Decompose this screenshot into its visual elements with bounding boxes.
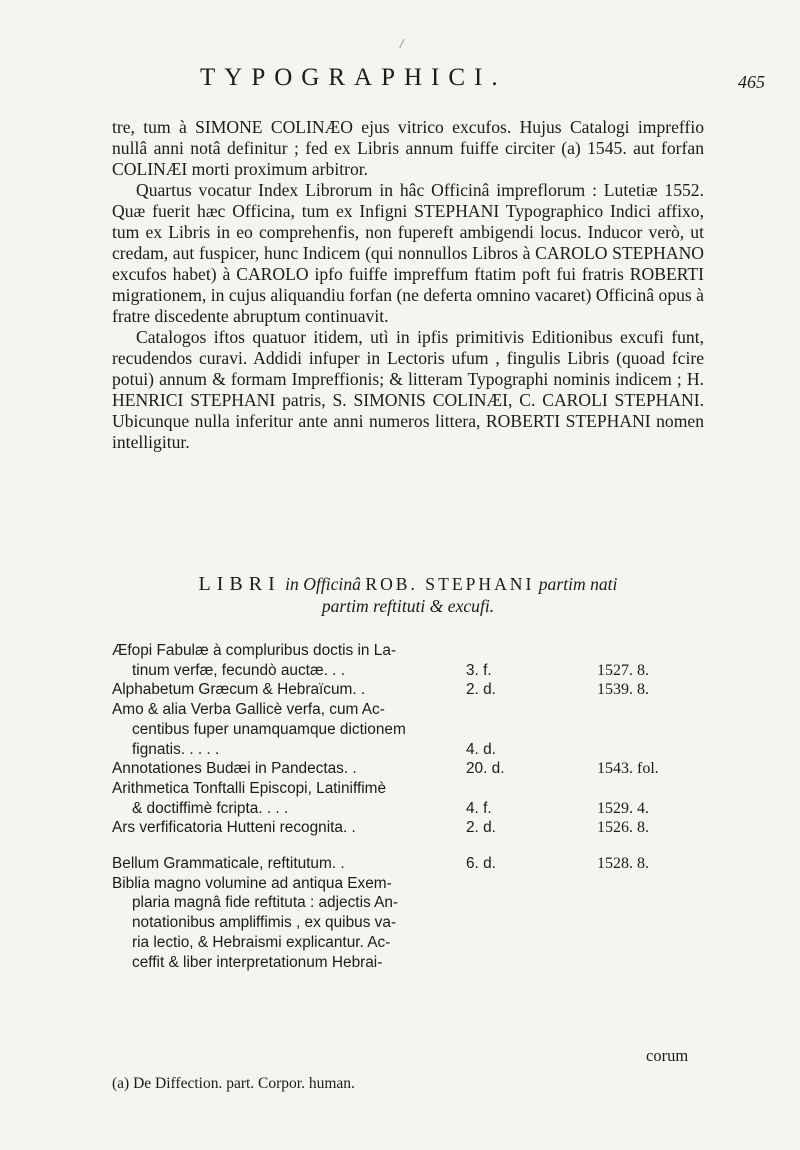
catalog-entry-title bbox=[112, 700, 452, 759]
catalog-entry-year: 1543. fol. bbox=[597, 760, 659, 778]
section-title-printer: ROB. STEPHANI bbox=[365, 574, 535, 594]
catalog-entry-line: Amo & alia Verba Gallicè verfa, cum Ac- bbox=[112, 701, 385, 719]
catalog-entry-year: 1527. 8. bbox=[597, 661, 649, 679]
catalog-entry-line: Arithmetica Tonftalli Episcopi, Latiniffimè bbox=[112, 779, 387, 797]
catalog-entry-title bbox=[112, 641, 452, 680]
catalog-entry-title bbox=[112, 779, 452, 818]
section-title-line-2: partim reftituti & excufi. bbox=[321, 596, 495, 616]
paragraph-3: Catalogos iftos quatuor itidem, utì in ipfis primitivis Editionibus excufi funt, recudendos curavi. Addidi infuper in Lectoris ufum , fingulis Libris (quoad fcire potui) annum & formam Impreffionis; & litteram Typographi nominis indicem ; H. HENRICI STEPHANI patris, S. SIMONIS COLINÆI, C. CAROLI STEPHANI. Ubicunque nulla inferitur ante anni numeros littera, ROBERTI STEPHANI nomen intelligitur. bbox=[112, 327, 704, 452]
book-catalog bbox=[112, 641, 712, 972]
catalog-entry-title bbox=[112, 759, 452, 779]
catalog-entry bbox=[112, 818, 712, 838]
catalog-entry-line: fignatis. . . . . bbox=[132, 740, 220, 758]
catalog-entry-line: Biblia magno volumine ad antiqua Exem- bbox=[112, 874, 392, 892]
catalog-entry bbox=[112, 779, 712, 818]
catalog-entry-price: 2. d. bbox=[466, 819, 496, 837]
catalog-entry-title bbox=[112, 854, 452, 874]
catalog-entry-year: 1526. 8. bbox=[597, 819, 649, 837]
catalog-entry-price: 20. d. bbox=[466, 760, 505, 778]
catalog-entry-price: 4. f. bbox=[466, 799, 492, 817]
catalog-entry-line: notationibus ampliffimis , ex quibus va- bbox=[132, 914, 397, 932]
paragraph-2: Quartus vocatur Index Librorum in hâc Officinâ impreflorum : Lutetiæ 1552. Quæ fuerit hæc Officina, tum ex Infigni STEPHANI Typographico Indici affixo, tum ex Libris in eo comprehenfis, non fupereft ambigendi locus. Inducor verò, ut credam, aut fuspicer, hunc Indicem (qui nonnullos Libros à CAROLO STEPHANO excufos habet) à CAROLO ipfo fuiffe impreffum ftatim poft fui fratris ROBERTI migrationem, in cujus aliquandiu forfan (ne deferta omnino vacaret) Officinâ opus à fratre discedente abruptum continuavit. bbox=[112, 180, 704, 326]
catalog-entry-line: Annotationes Budæi in Pandectas. . bbox=[112, 760, 357, 778]
section-title-libri: LIBRI bbox=[198, 573, 281, 595]
catalog-entry-year: 1528. 8. bbox=[597, 855, 649, 873]
catalog-entry-line: centibus fuper unamquamque dictionem bbox=[132, 720, 406, 738]
catalog-entry-line: ceffit & liber interpretationum Hebrai- bbox=[132, 953, 383, 971]
catalog-entry-title bbox=[112, 874, 452, 973]
catalog-entry-line: ria lectio, & Hebraismi explicantur. Ac- bbox=[132, 933, 391, 951]
section-title bbox=[112, 573, 704, 617]
section-title-partim-nati: partim nati bbox=[538, 574, 618, 594]
catalog-entry-line: & doctiffimè fcripta. . . . bbox=[132, 799, 289, 817]
catalog-entry-line: Alphabetum Græcum & Hebraïcum. . bbox=[112, 681, 366, 699]
catalog-entry bbox=[112, 680, 712, 700]
catalog-entry-year: 1529. 4. bbox=[597, 799, 649, 817]
catalog-entry-line: Bellum Grammaticale, reftitutum. . bbox=[112, 855, 345, 873]
paragraph-1: tre, tum à SIMONE COLINÆO ejus vitrico excufos. Hujus Catalogi impreffio nullâ anni notâ definitur ; fed ex Libris annum fuiffe circiter (a) 1545. aut forfan COLINÆI morti proximum arbitror. bbox=[112, 117, 704, 179]
catalog-entry-year: 1539. 8. bbox=[597, 681, 649, 699]
catalog-entry bbox=[112, 759, 712, 779]
catchword: corum bbox=[646, 1046, 689, 1065]
body-text bbox=[112, 117, 704, 453]
catalog-entry-line: tinum verfæ, fecundò auctæ. . . bbox=[132, 661, 346, 679]
catalog-entry bbox=[112, 641, 712, 680]
catalog-entry bbox=[112, 874, 712, 973]
catalog-entry-price: 3. f. bbox=[466, 661, 492, 679]
catalog-entry-line: plaria magnâ fide reftituta : adjectis An- bbox=[132, 894, 399, 912]
section-title-in-officina: in Officinâ bbox=[285, 574, 361, 594]
catalog-entry-line: Æfopi Fabulæ à compluribus doctis in La- bbox=[112, 642, 397, 659]
page-number: 465 bbox=[738, 72, 765, 92]
catalog-gap bbox=[112, 838, 712, 854]
catalog-entry bbox=[112, 700, 712, 759]
catalog-entry-line: Ars verfificatoria Hutteni recognita. . bbox=[112, 819, 356, 837]
catalog-entry-title bbox=[112, 818, 452, 838]
pencil-mark-icon bbox=[399, 39, 410, 51]
catalog-entry-price: 6. d. bbox=[466, 855, 496, 873]
running-title: TYPOGRAPHICI. bbox=[200, 64, 507, 91]
catalog-entry-price: 4. d. bbox=[466, 740, 496, 758]
footnote: (a) De Diffectiоn. part. Corpor. human. bbox=[112, 1075, 355, 1092]
catalog-entry-title bbox=[112, 680, 452, 700]
catalog-entry-price: 2. d. bbox=[466, 681, 496, 699]
catalog-entry bbox=[112, 854, 712, 874]
